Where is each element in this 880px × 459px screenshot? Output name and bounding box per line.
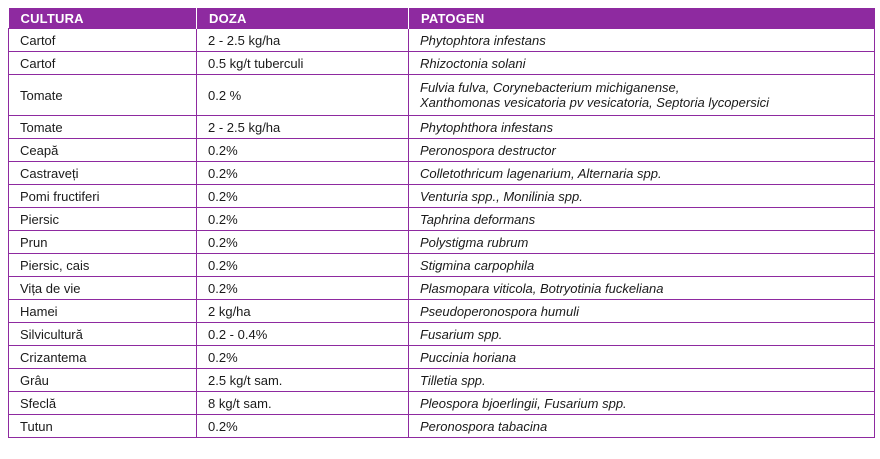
- cell-cultura: Castraveți: [9, 162, 197, 185]
- cell-patogen: [409, 75, 875, 116]
- cell-patogen: [409, 392, 875, 415]
- table-row: [9, 52, 875, 75]
- cell-cultura: Tutun: [9, 415, 197, 438]
- cell-patogen: [409, 415, 875, 438]
- cell-doza: 2.5 kg/t sam.: [197, 369, 409, 392]
- cell-patogen: [409, 254, 875, 277]
- cell-doza: 0.5 kg/t tuberculi: [197, 52, 409, 75]
- patogen-line: Peronospora tabacina: [420, 418, 548, 434]
- cell-doza: 0.2 - 0.4%: [197, 323, 409, 346]
- cell-doza: 2 - 2.5 kg/ha: [197, 29, 409, 52]
- table-row: [9, 116, 875, 139]
- cell-doza: 0.2%: [197, 162, 409, 185]
- cell-doza: 0.2%: [197, 277, 409, 300]
- table-row: [9, 185, 875, 208]
- cell-doza: 0.2 %: [197, 75, 409, 116]
- cell-patogen: [409, 346, 875, 369]
- table-row: [9, 300, 875, 323]
- table-row: [9, 75, 875, 116]
- cell-patogen: [409, 300, 875, 323]
- header-cultura: CULTURA: [9, 8, 197, 29]
- cell-cultura: Hamei: [9, 300, 197, 323]
- table-row: [9, 323, 875, 346]
- patogen-line: Phytophtora infestans: [420, 32, 546, 48]
- cell-doza: 8 kg/t sam.: [197, 392, 409, 415]
- patogen-line: Rhizoctonia solani: [420, 55, 526, 71]
- dosage-table: [8, 8, 875, 438]
- patogen-line: Stigmina carpophila: [420, 257, 535, 273]
- patogen-line: Plasmopara viticola, Botryotinia fuckeliana: [420, 280, 664, 296]
- cell-cultura: Silvicultură: [9, 323, 197, 346]
- patogen-line: Pleospora bjoerlingii, Fusarium spp.: [420, 395, 627, 411]
- table-row: [9, 231, 875, 254]
- table-row: [9, 162, 875, 185]
- dosage-table-container: [8, 8, 874, 438]
- cell-cultura: Sfeclă: [9, 392, 197, 415]
- cell-patogen: [409, 29, 875, 52]
- patogen-line: Venturia spp., Monilinia spp.: [420, 188, 583, 204]
- table-row: [9, 29, 875, 52]
- cell-doza: 0.2%: [197, 185, 409, 208]
- patogen-line: Peronospora destructor: [420, 142, 556, 158]
- cell-patogen: [409, 323, 875, 346]
- cell-cultura: Grâu: [9, 369, 197, 392]
- cell-patogen: [409, 185, 875, 208]
- patogen-line-2: Xanthomonas vesicatoria pv vesicatoria, Septoria lycopersici: [420, 95, 770, 110]
- patogen-line: Fulvia fulva, Corynebacterium michiganense,: [420, 80, 680, 95]
- table-header: [9, 8, 875, 29]
- table-row: [9, 392, 875, 415]
- cell-doza: 2 kg/ha: [197, 300, 409, 323]
- cell-doza: 0.2%: [197, 208, 409, 231]
- cell-patogen: [409, 369, 875, 392]
- patogen-line: Polystigma rubrum: [420, 234, 529, 250]
- cell-doza: 0.2%: [197, 254, 409, 277]
- table-row: [9, 369, 875, 392]
- patogen-line: Taphrina deformans: [420, 211, 536, 227]
- cell-patogen: [409, 52, 875, 75]
- header-patogen: PATOGEN: [409, 8, 875, 29]
- cell-cultura: Cartof: [9, 52, 197, 75]
- cell-doza: 2 - 2.5 kg/ha: [197, 116, 409, 139]
- cell-cultura: Piersic, cais: [9, 254, 197, 277]
- table-row: [9, 277, 875, 300]
- table-row: [9, 208, 875, 231]
- patogen-line: Phytophthora infestans: [420, 119, 553, 135]
- cell-cultura: Ceapă: [9, 139, 197, 162]
- table-row: [9, 254, 875, 277]
- cell-doza: 0.2%: [197, 231, 409, 254]
- cell-doza: 0.2%: [197, 139, 409, 162]
- cell-cultura: Piersic: [9, 208, 197, 231]
- cell-cultura: Pomi fructiferi: [9, 185, 197, 208]
- cell-patogen: [409, 162, 875, 185]
- header-doza: DOZA: [197, 8, 409, 29]
- cell-patogen: [409, 116, 875, 139]
- patogen-line: Tilletia spp.: [420, 372, 486, 388]
- header-row: [9, 8, 875, 29]
- patogen-line: Colletothricum lagenarium, Alternaria spp.: [420, 165, 662, 181]
- cell-cultura: Vița de vie: [9, 277, 197, 300]
- table-row: [9, 415, 875, 438]
- cell-patogen: [409, 139, 875, 162]
- cell-doza: 0.2%: [197, 415, 409, 438]
- patogen-line: Fusarium spp.: [420, 326, 503, 342]
- table-body: [9, 29, 875, 438]
- cell-cultura: Tomate: [9, 116, 197, 139]
- table-row: [9, 346, 875, 369]
- cell-cultura: Crizantema: [9, 346, 197, 369]
- cell-doza: 0.2%: [197, 346, 409, 369]
- cell-patogen: [409, 277, 875, 300]
- cell-patogen: [409, 208, 875, 231]
- cell-cultura: Tomate: [9, 75, 197, 116]
- cell-cultura: Prun: [9, 231, 197, 254]
- cell-patogen: [409, 231, 875, 254]
- cell-cultura: Cartof: [9, 29, 197, 52]
- patogen-line: Puccinia horiana: [420, 349, 517, 365]
- table-row: [9, 139, 875, 162]
- patogen-line: Pseudoperonospora humuli: [420, 303, 579, 319]
